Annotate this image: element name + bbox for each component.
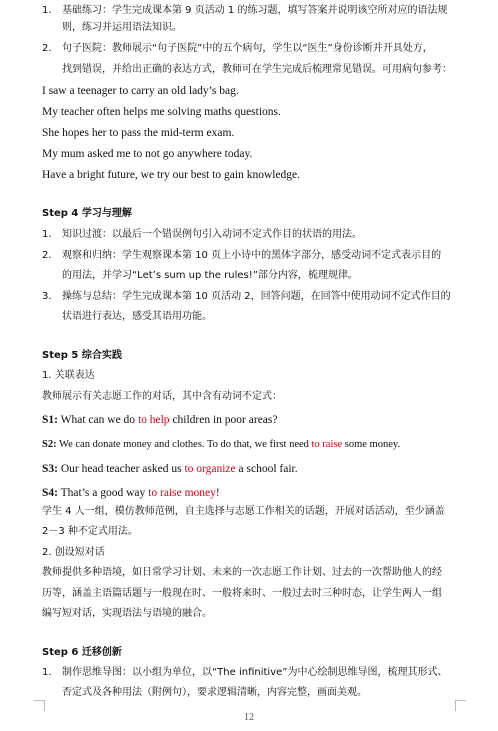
list-text: 基础练习：学生完成课本第 9 页活动 1 的练习题，填写答案并说明该空所对应的语法规: [62, 5, 448, 16]
speaker-label: S2:: [42, 439, 57, 450]
list-text: 操练与总结：学生完成课本第 10 页活动 2，回答问题，在回答中使用动词不定式作目的: [62, 291, 451, 302]
speaker-label: S4:: [42, 487, 58, 499]
dialog-text: children in poor areas?: [169, 414, 278, 426]
step4-item-3: [42, 290, 464, 304]
list-text: 观察和归纳：学生观察课本第 10 页上小诗中的黑体字部分，感受动词不定式表示目的: [62, 250, 442, 261]
step5-task1-line1: 学生 4 人一组，模仿教师范例，自主选择与志愿工作相关的话题，开展对话活动，至少涵盖: [42, 506, 445, 517]
step5-sub1: 1. 关联表达: [42, 370, 95, 381]
infinitive-highlight: to raise money: [148, 487, 216, 499]
list-number: 2.: [42, 250, 52, 261]
list-number: 2.: [42, 43, 52, 54]
list-number: 1.: [42, 5, 52, 16]
step5-task1-line2: 2－3 种不定式用法。: [42, 526, 138, 537]
dialog-text: !: [215, 487, 220, 499]
dialog-text: We can donate money and clothes. To do that, we first need: [56, 439, 312, 450]
step4-item-1: [42, 228, 464, 242]
step6-item-1: [42, 666, 464, 680]
step4-heading: Step 4 学习与理解: [42, 208, 132, 219]
sample-sentence: Have a bright future, we try our best to gain knowledge.: [42, 169, 301, 181]
crop-mark-left: [34, 700, 45, 711]
step5-intro: 教师展示有关志愿工作的对话，其中含有动词不定式：: [42, 391, 282, 402]
dialog-text: Our head teacher asked us: [57, 463, 185, 475]
step3-item-2-cont: 找到错误，并给出正确的表达方式，教师可在学生完成后梳理常见错误。可用病句参考：: [62, 64, 452, 75]
sample-sentence: She hopes her to pass the mid-term exam.: [42, 127, 235, 139]
dialog-text: a school fair.: [235, 463, 298, 475]
step6-heading: Step 6 迁移创新: [42, 647, 122, 658]
step4-item-2: [42, 249, 464, 263]
infinitive-highlight: to raise: [311, 439, 343, 450]
step4-item-2-cont: 的用法，并学习“Let’s sum up the rules!”部分内容，梳理规律。: [62, 270, 358, 281]
list-text: 制作思维导图：以小组为单位，以“The infinitive”为中心绘制思维导图，梳理其形式、: [62, 667, 448, 678]
step4-item-3-cont: 状语进行表达，感受其语用功能。: [62, 311, 212, 322]
list-number: 1.: [42, 229, 52, 240]
step5-sub2: 2. 创设短对话: [42, 547, 105, 558]
dialog-text: some money.: [342, 439, 401, 450]
step5-task2-line3: 编写短对话，实现语法与语境的融合。: [42, 608, 212, 619]
step3-item-2: [42, 42, 464, 56]
infinitive-highlight: to help: [137, 414, 170, 426]
sample-sentence: My teacher often helps me solving maths questions.: [42, 106, 281, 118]
page-number: 12: [244, 712, 254, 723]
step5-task2-line1: 教师提供多种语境，如日常学习计划、未来的一次志愿工作计划、过去的一次帮助他人的经: [42, 567, 442, 578]
dialog-text: What can we do: [57, 414, 138, 426]
speaker-label: S3:: [42, 463, 58, 475]
step5-heading: Step 5 综合实践: [42, 350, 122, 361]
list-number: 3.: [42, 291, 52, 302]
sample-sentence: I saw a teenager to carry an old lady’s bag.: [42, 85, 239, 97]
step6-item-1-cont: 否定式及各种用法（附例句），要求逻辑清晰，内容完整，画面美观。: [62, 687, 367, 698]
speaker-label: S1:: [42, 414, 58, 426]
dialog-line-s1: [42, 413, 464, 427]
step3-item-1-cont: 则，练习并运用语法知识。: [62, 22, 182, 33]
list-text: 句子医院：教师展示“句子医院”中的五个病句，学生以“医生”身份诊断并开具处方，: [62, 43, 433, 54]
sample-sentence: My mum asked me to not go anywhere today.: [42, 148, 253, 160]
infinitive-highlight: to organize: [184, 463, 236, 475]
dialog-line-s4: [42, 486, 464, 500]
list-text: 知识过渡：以最后一个错误例句引入动词不定式作目的状语的用法。: [62, 229, 362, 240]
dialog-text: That’s a good way: [57, 487, 149, 499]
step5-task2-line2: 历等，涵盖主语篇话题与一般现在时、一般将来时、一般过去时三种时态，让学生两人一组: [42, 588, 442, 599]
list-number: 1.: [42, 667, 52, 678]
dialog-line-s3: [42, 462, 464, 476]
step3-item-1: [42, 4, 464, 18]
crop-mark-right: [455, 700, 466, 711]
dialog-line-s2: [42, 438, 464, 452]
